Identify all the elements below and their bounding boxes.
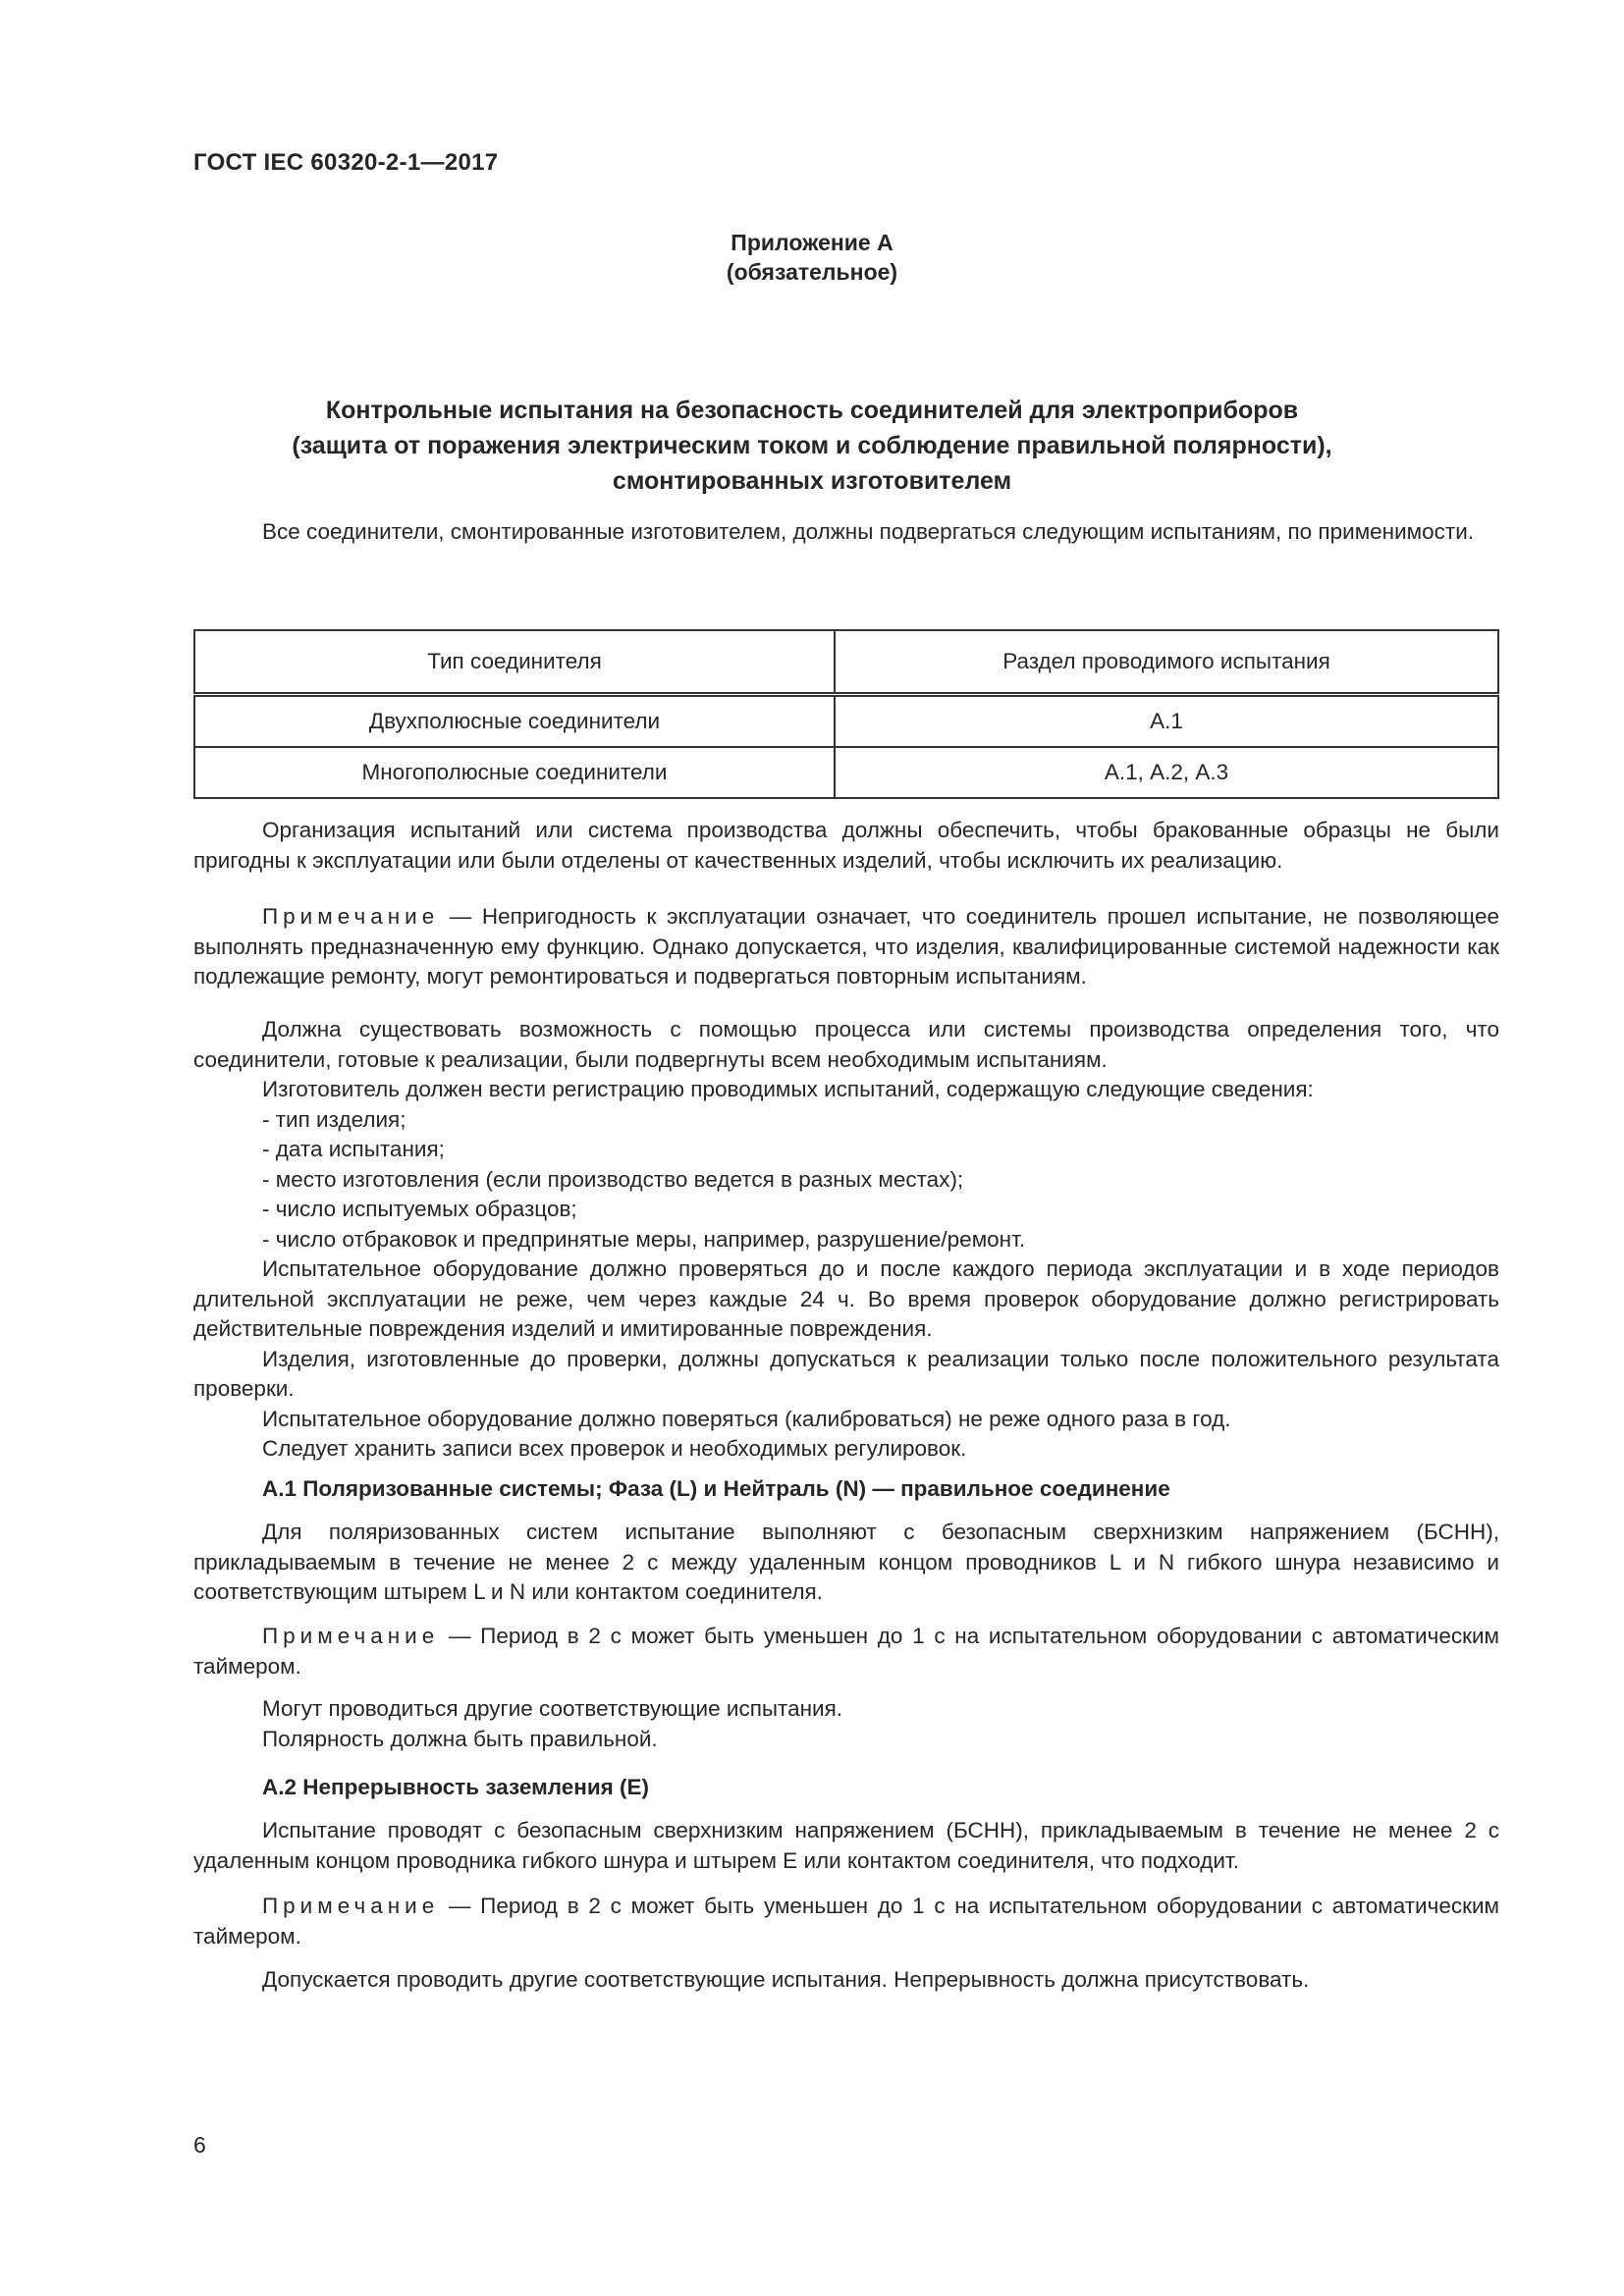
table-cell: А.1, А.2, А.3 <box>835 747 1498 798</box>
note-label: Примечание <box>262 904 440 929</box>
section-a2-text: Испытание проводят с безопасным сверхнизким напряжением (БСНН), прикладываемым в течение не менее 2 с удаленным концом проводника гибкого шнура и штырем Е или контактом соединителя, что подходит. <box>193 1818 1499 1873</box>
list-item: - место изготовления (если производство ведется в разных местах); <box>262 1166 964 1192</box>
note-1 <box>193 902 1499 992</box>
table-row <box>194 747 1498 798</box>
organization-paragraph: Организация испытаний или система производства должны обеспечить, чтобы бракованные образцы не были пригодны к эксплуатации или были отделены от качественных изделий, чтобы исключить их реализацию. <box>193 818 1499 873</box>
requirements-block <box>193 1015 1499 1465</box>
table-cell: А.1 <box>835 695 1498 748</box>
test-table <box>193 629 1499 799</box>
section-a2-heading: А.2 Непрерывность заземления (Е) <box>262 1775 650 1799</box>
title-line-2: (защита от поражения электрическим током и соблюдение правильной полярности), <box>292 432 1332 459</box>
section-a2-other: Допускается проводить другие соответствующие испытания. Непрерывность должна присутствовать. <box>262 1967 1310 1992</box>
note-text: — Период в 2 с может быть уменьшен до 1 с на испытательном оборудовании с автоматическим таймером. <box>193 1624 1499 1679</box>
annex-label: Приложение А <box>731 230 893 255</box>
note-label: Примечание <box>262 1894 440 1918</box>
list-item: - дата испытания; <box>262 1137 445 1161</box>
page-number: 6 <box>193 2132 206 2158</box>
annex-heading <box>0 228 1624 287</box>
list-item: - число испытуемых образцов; <box>262 1197 577 1221</box>
products-paragraph: Изделия, изготовленные до проверки, должны допускаться к реализации только после положительного результата проверки. <box>193 1346 1499 1401</box>
table-header-cell: Раздел проводимого испытания <box>835 630 1498 695</box>
table-row <box>194 695 1498 748</box>
section-a1-other <box>193 1694 1499 1754</box>
list-item: - число отбраковок и предпринятые меры, например, разрушение/ремонт. <box>262 1226 1026 1252</box>
annex-title <box>0 393 1624 499</box>
section-a1-note <box>193 1622 1499 1682</box>
polarity-line: Полярность должна быть правильной. <box>262 1726 658 1751</box>
table-cell: Двухполюсные соединители <box>194 695 835 748</box>
register-paragraph: Изготовитель должен вести регистрацию проводимых испытаний, содержащую следующие сведения: <box>262 1077 1314 1101</box>
table-header-row <box>194 630 1498 695</box>
note-text: — Период в 2 с может быть уменьшен до 1 с на испытательном оборудовании с автоматическим таймером. <box>193 1894 1499 1949</box>
table-cell: Многополюсные соединители <box>194 747 835 798</box>
records-paragraph: Следует хранить записи всех проверок и необходимых регулировок. <box>262 1436 967 1461</box>
standard-code-header: ГОСТ IEC 60320-2-1—2017 <box>193 149 499 176</box>
section-a1-text: Для поляризованных систем испытание выполняют с безопасным сверхнизким напряжением (БСНН), прикладываемым в течение не менее 2 с между удаленным концом проводников L и N гибкого шнура независимо и соответствующим штырем L и N или контактом соединителя. <box>193 1520 1499 1604</box>
intro-paragraph: Все соединители, смонтированные изготовителем, должны подвергаться следующим испытаниям, по применимости. <box>262 519 1475 544</box>
calibration-paragraph: Испытательное оборудование должно поверяться (калиброваться) не реже одного раза в год. <box>262 1406 1231 1431</box>
other-tests-line: Могут проводиться другие соответствующие испытания. <box>262 1696 843 1721</box>
note-label: Примечание <box>262 1624 440 1648</box>
possibility-paragraph: Должна существовать возможность с помощью процесса или системы производства определения того, что соединители, готовые к реализации, были подвергнуты всем необходимым испытаниям. <box>193 1017 1499 1072</box>
title-line-3: смонтированных изготовителем <box>612 467 1012 495</box>
equipment-paragraph: Испытательное оборудование должно проверяться до и после каждого периода эксплуатации и в ходе периодов длительной эксплуатации не реже, чем через каждые 24 ч. Во время проверок оборудование должно регистрировать действительные повреждения изделий и имитированные повреждения. <box>193 1256 1499 1341</box>
title-line-1: Контрольные испытания на безопасность соединителей для электроприборов <box>325 397 1299 424</box>
list-item: - тип изделия; <box>262 1106 406 1132</box>
annex-status: (обязательное) <box>726 259 898 285</box>
section-a2-note <box>193 1892 1499 1951</box>
table-header-cell: Тип соединителя <box>194 630 835 695</box>
section-a1-heading: А.1 Поляризованные системы; Фаза (L) и Нейтраль (N) — правильное соединение <box>262 1476 1170 1501</box>
note-text: — Непригодность к эксплуатации означает, что соединитель прошел испытание, не позволяющее выполнять предназначенную ему функцию. Однако допускается, что изделия, квалифицированные системой надежности как подлежащие ремонту, могут ремонтироваться и подвергаться повторным испытаниям. <box>193 904 1499 988</box>
